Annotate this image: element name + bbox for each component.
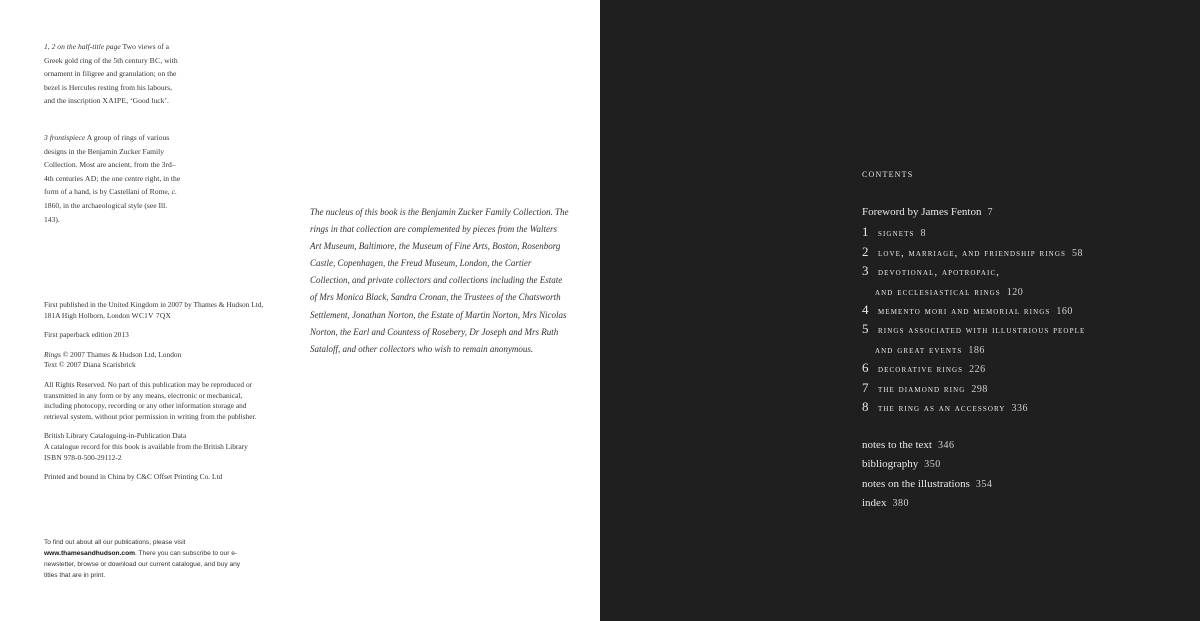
paperback-edition: First paperback edition 2013 — [44, 330, 129, 340]
website-link[interactable]: www.thamesandhudson.com — [44, 550, 135, 557]
toc-chapter[interactable] — [862, 378, 1182, 397]
web-note-text: To find out about all our publications, please visit — [44, 539, 186, 546]
chapter-title: devotional, apotropaic, — [878, 267, 1000, 279]
book-title: Rings — [44, 349, 61, 359]
toc-chapter[interactable] — [862, 358, 1182, 377]
illustration-captions — [44, 40, 184, 249]
chapter-number: 1 — [862, 224, 869, 240]
copyright-notices — [44, 350, 264, 371]
toc-chapter-continued[interactable] — [862, 281, 1182, 300]
chapter-title: memento mori and memorial rings — [878, 305, 1051, 317]
toc-label: notes on the illustrations — [862, 477, 970, 490]
caption-half-title — [44, 40, 184, 108]
chapter-title: signets — [878, 228, 915, 240]
caption-ref: 1, 2 on the half-title page — [44, 42, 121, 51]
isbn-label: ISBN — [44, 452, 63, 462]
chapter-number: 4 — [862, 301, 869, 317]
caption-text: 1860, in the archaeological style (see Ill. 143). — [44, 200, 168, 224]
imprint-text: British Library Cataloguing-in-Publication Data — [44, 431, 187, 441]
imprint-text: © 2007 Thames & Hudson Ltd, London — [60, 349, 182, 359]
chapter-title: rings associated with illustrious people — [878, 325, 1086, 337]
chapter-title: and ecclesiastical rings — [875, 286, 1001, 298]
rights-reserved: All Rights Reserved. No part of this publication may be reproduced or transmitted in any form or by any means, electronic or mechanical, including photocopy, recording or any other information storage and retrieval system, without prior permission in writing from the publisher. — [44, 379, 257, 421]
toc-back-item[interactable] — [862, 455, 992, 474]
toc-back-item[interactable] — [862, 436, 992, 455]
toc-page: 298 — [971, 383, 988, 395]
toc-chapter[interactable] — [862, 300, 1182, 319]
caption-ref: 3 frontispiece — [44, 132, 86, 142]
toc-page: 58 — [1071, 247, 1083, 259]
toc-chapter[interactable] — [862, 261, 1182, 280]
toc-label: Foreword by James Fenton — [862, 206, 982, 218]
imprint-text: First published in the United Kingdom in 2007 by Thames & Hudson Ltd, 181A High Holborn, London — [44, 300, 264, 320]
toc-page: 346 — [937, 440, 955, 451]
chapter-title: love, marriage, and friendship rings — [878, 247, 1066, 259]
toc-page: 160 — [1056, 305, 1073, 317]
chapter-number: 6 — [862, 360, 869, 376]
caption-inscription: ΧΑΙΡΕ — [102, 96, 127, 106]
chapter-number: 2 — [862, 243, 869, 259]
chapter-number: 5 — [862, 321, 869, 337]
toc-back-item[interactable] — [862, 494, 992, 513]
collection-statement: The nucleus of this book is the Benjamin Zucker Family Collection. The rings in that collection are complemented by pieces from the Walters Art Museum, Baltimore, the Museum of Fine Arts, Boston, Rosenborg Castle, Copenhagen, the Freud Museum, London, the Cartier Collection, and private collectors and collections including the Estate of Mrs Monica Black, Sandra Cronan, the Trustees of the Chatsworth Settlement, Jonathan Norton, the Estate of Martin Norton, Mrs Nicolas Norton, the Earl and Countess of Rosebery, Dr Joseph and Mrs Ruth Sataloff, and other collectors who wish to remain anonymous. — [310, 207, 569, 354]
chapter-title: and great events — [875, 344, 963, 356]
website-note — [44, 537, 244, 581]
toc-page: 350 — [924, 459, 941, 471]
toc-backmatter — [862, 436, 992, 514]
chapter-title: the ring as an accessory — [878, 402, 1006, 414]
toc-label: bibliography — [862, 458, 919, 471]
toc-chapter[interactable] — [862, 397, 1182, 416]
imprint-postcode: WC1V 7QX — [131, 310, 172, 320]
toc-chapter[interactable] — [862, 222, 1182, 241]
toc-page: 120 — [1006, 286, 1024, 298]
toc-page: 7 — [987, 207, 993, 218]
toc-chapter[interactable] — [862, 319, 1182, 338]
chapter-title: decorative rings — [878, 364, 964, 376]
toc-foreword[interactable] — [862, 203, 1182, 222]
caption-text: c. — [171, 187, 177, 197]
chapter-number: 8 — [862, 398, 869, 414]
caption-frontispiece — [44, 131, 184, 226]
caption-text: ; the one centre right, in the form of a hand, is by Castellani of Rome, — [44, 173, 181, 197]
toc-chapter[interactable] — [862, 242, 1182, 261]
contents-heading: contents — [862, 168, 914, 180]
caption-text: , with ornament in filigree and granulation; on the bezel is Hercules resting from his labours, and the inscription — [44, 55, 178, 106]
printed-by: Printed and bound in China by C&C Offset Printing Co. Ltd — [44, 472, 223, 482]
isbn-value: 978-0-500-29112-2 — [62, 452, 122, 462]
imprint-text: A catalogue record for this book is available from the British Library — [44, 441, 248, 451]
toc-chapter-continued[interactable] — [862, 339, 1182, 358]
imprint-text: Text © 2007 Diana Scarisbrick — [44, 360, 136, 370]
toc-back-item[interactable] — [862, 475, 992, 494]
chapter-number: 7 — [862, 379, 869, 395]
first-published — [44, 300, 264, 321]
toc-page: 336 — [1011, 402, 1029, 414]
toc-page: 186 — [968, 344, 985, 356]
web-note-text: . There you can subscribe to our e-newsletter, browse or download our current catalogue, and buy any titles that are in print. — [44, 550, 241, 579]
toc-label: index — [862, 497, 887, 510]
caption-text: BC — [149, 55, 161, 65]
caption-text: A group of rings of various designs in the Benjamin Zucker Family Collection. Most are ancient, from the 3rd–4th centuries — [44, 132, 176, 183]
caption-text: AD — [84, 173, 97, 183]
toc-page: 380 — [892, 498, 909, 510]
chapter-number: 3 — [862, 263, 869, 279]
caption-text: , ‘Good luck’. — [126, 96, 169, 106]
chapter-title: the diamond ring — [878, 383, 966, 395]
caption-text: Two views of a Greek gold ring of the 5th century — [44, 42, 170, 65]
cip-data — [44, 431, 264, 463]
imprint-page — [44, 300, 264, 492]
table-of-contents — [862, 203, 1182, 416]
toc-page: 226 — [969, 364, 986, 376]
toc-page: 354 — [975, 478, 993, 490]
toc-page: 8 — [920, 228, 926, 240]
toc-label: notes to the text — [862, 439, 932, 451]
